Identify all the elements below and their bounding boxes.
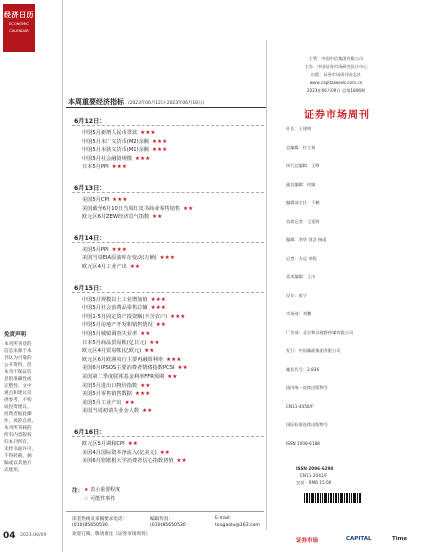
legend-text: 表示重要程度	[90, 487, 121, 493]
disclaimer-line: 信息来源于本	[4, 349, 32, 354]
event-item	[82, 264, 140, 271]
page-title-date-range: (2023年06月12日-2023年06月18日)	[128, 101, 205, 106]
importance-stars-icon: ★★	[159, 449, 171, 456]
event-item	[82, 365, 188, 372]
event-item	[82, 400, 135, 407]
event-item	[82, 206, 193, 213]
hotline-value: (010)85650530	[72, 523, 108, 528]
event-item	[82, 458, 187, 465]
star-icon: ★	[84, 487, 89, 493]
calendar-title-en-1: ECONOMIC	[9, 22, 29, 26]
event-name: 中国5月新增人民币贷款	[82, 130, 138, 136]
disclaimer-line: 所有内容版权	[4, 433, 32, 438]
event-name: 美国当周EIA原油库存变动(万桶)	[82, 255, 157, 262]
importance-stars-icon: ★★	[177, 365, 188, 372]
importance-stars-icon: ★★	[176, 458, 187, 465]
disclaimer-line: 本刊所刊登的	[4, 342, 32, 347]
fax-label: 编辑传真：	[150, 517, 173, 522]
importance-stars-icon: ★★★	[111, 164, 128, 171]
calendar-title-en-2: CALENDAR	[9, 28, 29, 33]
event-item	[82, 408, 152, 415]
ad-logo-2: CAPITAL	[346, 536, 372, 542]
staff-line: 副总编辑：何婧	[286, 181, 316, 187]
staff-line: 发行：中国邮政集团有限公司	[286, 348, 341, 353]
price-label: 定价：RMB 15.00	[296, 480, 332, 485]
disclaimer-line: 本刊所刊载的	[4, 426, 32, 431]
cn-number: CN11-2041/F	[300, 473, 328, 478]
disclaimer-line: 观点和建议仅	[4, 391, 32, 396]
importance-stars-icon: ★★	[129, 264, 141, 270]
importance-stars-icon: ★★★	[111, 246, 128, 253]
calendar-title: 经济日历	[4, 11, 34, 19]
importance-stars-icon: ★★★	[159, 255, 176, 262]
importance-stars-icon: ★★	[152, 214, 163, 221]
event-name: 欧元区4月贸易帐(亿欧元)	[82, 348, 142, 355]
event-item	[82, 247, 127, 254]
importance-stars-icon: ★★	[127, 441, 138, 447]
staff-line: 社长：王建明	[286, 126, 312, 131]
page-title-text: 本周重要经济指标	[68, 98, 124, 106]
event-item	[82, 340, 160, 347]
event-name: 美国5月进出口物价指数	[82, 382, 138, 389]
ad-logo-3: Time	[392, 536, 408, 542]
importance-stars-icon: ★★★	[140, 130, 156, 136]
email-link[interactable]: tougaolu@163.com	[215, 523, 260, 528]
legend-label: 注：	[72, 488, 84, 494]
event-item	[82, 357, 182, 364]
importance-stars-icon: ★★	[140, 382, 151, 389]
disclaimer-line: 式使用。	[4, 468, 23, 473]
ad-logo-1: 证券市场	[296, 538, 319, 544]
staff-line: CN11-4456/F	[286, 403, 314, 409]
importance-stars-icon: ★★	[144, 348, 155, 355]
masthead-logo: 证券市场周刊	[304, 110, 370, 121]
disclaimer-line: 供参考，不构	[4, 398, 32, 403]
event-item	[82, 255, 175, 262]
event-name: 欧元区4月工业产出	[82, 264, 127, 270]
event-item	[82, 214, 162, 221]
disclaimer-line: 公开资料，但	[4, 363, 32, 368]
event-item	[82, 450, 170, 457]
event-item	[82, 305, 166, 312]
staff-line: 美术编辑：王川	[286, 274, 316, 279]
staff-line: 编辑：李华 刘念 杨雨	[286, 237, 327, 242]
event-item	[82, 314, 186, 321]
day-heading: 6月16日：	[74, 429, 106, 436]
staff-line: 邮发代号：2-836	[286, 366, 320, 372]
importance-stars-icon: ★★★	[150, 305, 166, 312]
event-item	[82, 391, 150, 398]
event-item	[82, 139, 167, 146]
event-name: 美国截至6月10日当周红皮书商业零售销售	[82, 205, 181, 212]
event-item	[82, 383, 150, 390]
event-name: 欧元区6月欧洲央行主要再融资利率	[82, 356, 164, 363]
event-name: 美国5月PPI	[82, 246, 109, 253]
importance-stars-icon: ★★★	[135, 155, 151, 162]
issn-number: ISSN 2096-6290	[296, 466, 334, 471]
importance-stars-icon: ★★★	[150, 296, 166, 303]
day-heading: 6月15日：	[74, 284, 106, 292]
event-name: 美国6月IPSOS主要消费者情绪指数PCSI	[82, 365, 175, 372]
column-divider	[266, 40, 267, 530]
event-name: 中国1-5月固定资产投资额(不含农户)	[82, 313, 168, 320]
day-divider	[72, 436, 264, 437]
hollow-star-icon: ☆	[84, 496, 89, 502]
event-name: 日本5月PPI	[82, 164, 109, 171]
importance-stars-icon: ★★	[183, 205, 194, 212]
staff-line: 国内统一连续出版物号	[286, 385, 328, 390]
event-name: 中国5月房地产开发和销售情况	[82, 322, 153, 329]
event-name: 中国5月城镇调查失业率	[82, 331, 138, 337]
event-item	[82, 348, 155, 355]
event-item	[82, 441, 138, 448]
event-name: 美国5月工业产出	[82, 399, 122, 406]
event-item	[82, 156, 150, 163]
event-name: 中国5月规模以上工业增加值	[82, 296, 148, 303]
fax-value: (010)85650530	[150, 523, 186, 528]
event-item	[82, 331, 150, 338]
legend-item-importance	[84, 486, 120, 493]
disclaimer-line: 息的准确性或	[4, 377, 32, 382]
page-title	[68, 97, 204, 107]
day-heading: 6月14日：	[74, 234, 106, 242]
event-name: 日本5月商品贸易帐(亿日元)	[82, 339, 147, 346]
importance-stars-icon: ★★★	[170, 313, 186, 320]
importance-stars-icon: ★★	[140, 331, 151, 337]
disclaimer-line: 归本刊所有，	[4, 440, 32, 445]
staff-line: 首席记者：王延辉	[286, 218, 320, 224]
importance-stars-icon: ★★★	[135, 391, 151, 398]
page-date: 2023.06/09	[20, 533, 47, 538]
staff-line: 设计：张宁	[286, 292, 307, 298]
event-name: 美国当周初请失业金人数	[82, 408, 140, 415]
event-name: 美国6月密歇根大学消费者信心指数初值	[82, 458, 174, 465]
event-name: 中国5月社会消费品零售总额	[82, 305, 148, 312]
event-name: 美国4月国际资本净流入(亿美元)	[82, 449, 157, 456]
disclaimer-title: 免责声明	[4, 332, 27, 338]
importance-stars-icon: ★★★	[152, 138, 168, 145]
masthead-line: 2023年06月09日 总第1896期	[306, 88, 366, 93]
staff-line: 总编辑：付立春	[286, 144, 316, 150]
economic-calendar-badge	[3, 4, 35, 52]
bottom-ad-strip	[296, 536, 424, 546]
event-name: 欧元区5月调和CPI	[82, 441, 125, 447]
disclaimer-line: 作，风险自担。	[4, 419, 37, 424]
legend-item-possible	[84, 495, 115, 502]
event-name: 中国5月社会融资规模	[82, 155, 132, 162]
disclaimer-line: 成投资建议。	[4, 405, 32, 410]
importance-stars-icon: ★★	[155, 322, 167, 329]
title-divider	[66, 107, 266, 108]
disclaimer-line: 不得转载、摘	[4, 454, 32, 459]
event-name: 中国5月末狭义货币(M1)余额	[82, 147, 149, 154]
importance-stars-icon: ★★★	[152, 147, 168, 154]
disclaimer-line: 本刊不保证信	[4, 370, 32, 375]
staff-line: 执行总编辑：王峥	[286, 163, 320, 168]
importance-stars-icon: ★★	[142, 408, 153, 415]
event-name: 美国5月零售销售数据	[82, 391, 132, 398]
event-item	[82, 164, 127, 171]
importance-stars-icon: ★★★	[166, 356, 182, 363]
disclaimer-line: 未经书面许可，	[4, 447, 37, 452]
event-name: 中国5月末广义货币(M2)余额	[82, 138, 149, 145]
event-item	[82, 322, 166, 329]
barcode-image	[304, 493, 362, 503]
masthead-line: www.capitalweek.com.cn	[309, 80, 363, 85]
event-item	[82, 374, 177, 381]
day-divider	[72, 192, 264, 193]
day-heading: 6月13日：	[74, 185, 106, 192]
event-name: 美国5月CPI	[82, 197, 110, 203]
importance-stars-icon: ★★	[149, 339, 160, 346]
event-name: 美国第二季度联邦基金利率FFR预期	[82, 374, 165, 380]
price-value: RMB 15.00	[308, 480, 332, 485]
masthead-line: 主管：中国中信集团有限公司	[308, 56, 364, 61]
disclaimer-line: 刊认为可靠的	[4, 356, 32, 361]
day-divider	[72, 125, 264, 126]
event-name: 欧元区6月ZEW经济景气指数	[82, 214, 150, 221]
subscription-note: 欢迎订阅，敬请垂注《证券市场周刊》	[72, 532, 151, 537]
staff-line: 国际标准连续出版物号	[286, 422, 328, 427]
disclaimer-line: 完整性。文中	[4, 384, 32, 389]
event-item	[82, 297, 166, 304]
staff-line: 编辑部主任：于鹤	[286, 200, 320, 205]
staff-line: ISSN 1008-6188	[286, 440, 320, 446]
day-divider	[72, 242, 264, 243]
staff-line: 广告部：北京和众视野传媒有限公司	[286, 329, 354, 335]
email-label: E-mail:	[215, 516, 231, 521]
disclaimer-line: 投资者据此操	[4, 412, 32, 417]
importance-stars-icon: ★★★	[112, 197, 128, 203]
staff-line: 记者：方远 李程	[286, 255, 317, 261]
event-item	[82, 130, 156, 137]
masthead-line: 主办：中国证券市场研究设计中心	[304, 64, 368, 69]
masthead-line: 出版：证券市场周刊杂志社	[310, 72, 362, 77]
day-divider	[72, 292, 264, 293]
importance-stars-icon: ★★	[167, 374, 178, 380]
event-item	[82, 147, 167, 154]
staff-line: 市场部：刘鹏	[286, 311, 312, 316]
page-number: 04	[3, 531, 16, 541]
disclaimer-line: 编或以其他方	[4, 461, 32, 466]
footer-divider	[66, 511, 264, 512]
hotline-label: 读者热线及来稿要求电话：	[72, 517, 128, 522]
event-item	[82, 197, 128, 204]
legend-text: 可能性事件	[90, 496, 116, 502]
disclaimer-text	[4, 341, 58, 474]
day-heading: 6月12日：	[74, 118, 106, 125]
importance-stars-icon: ★★	[124, 399, 135, 406]
